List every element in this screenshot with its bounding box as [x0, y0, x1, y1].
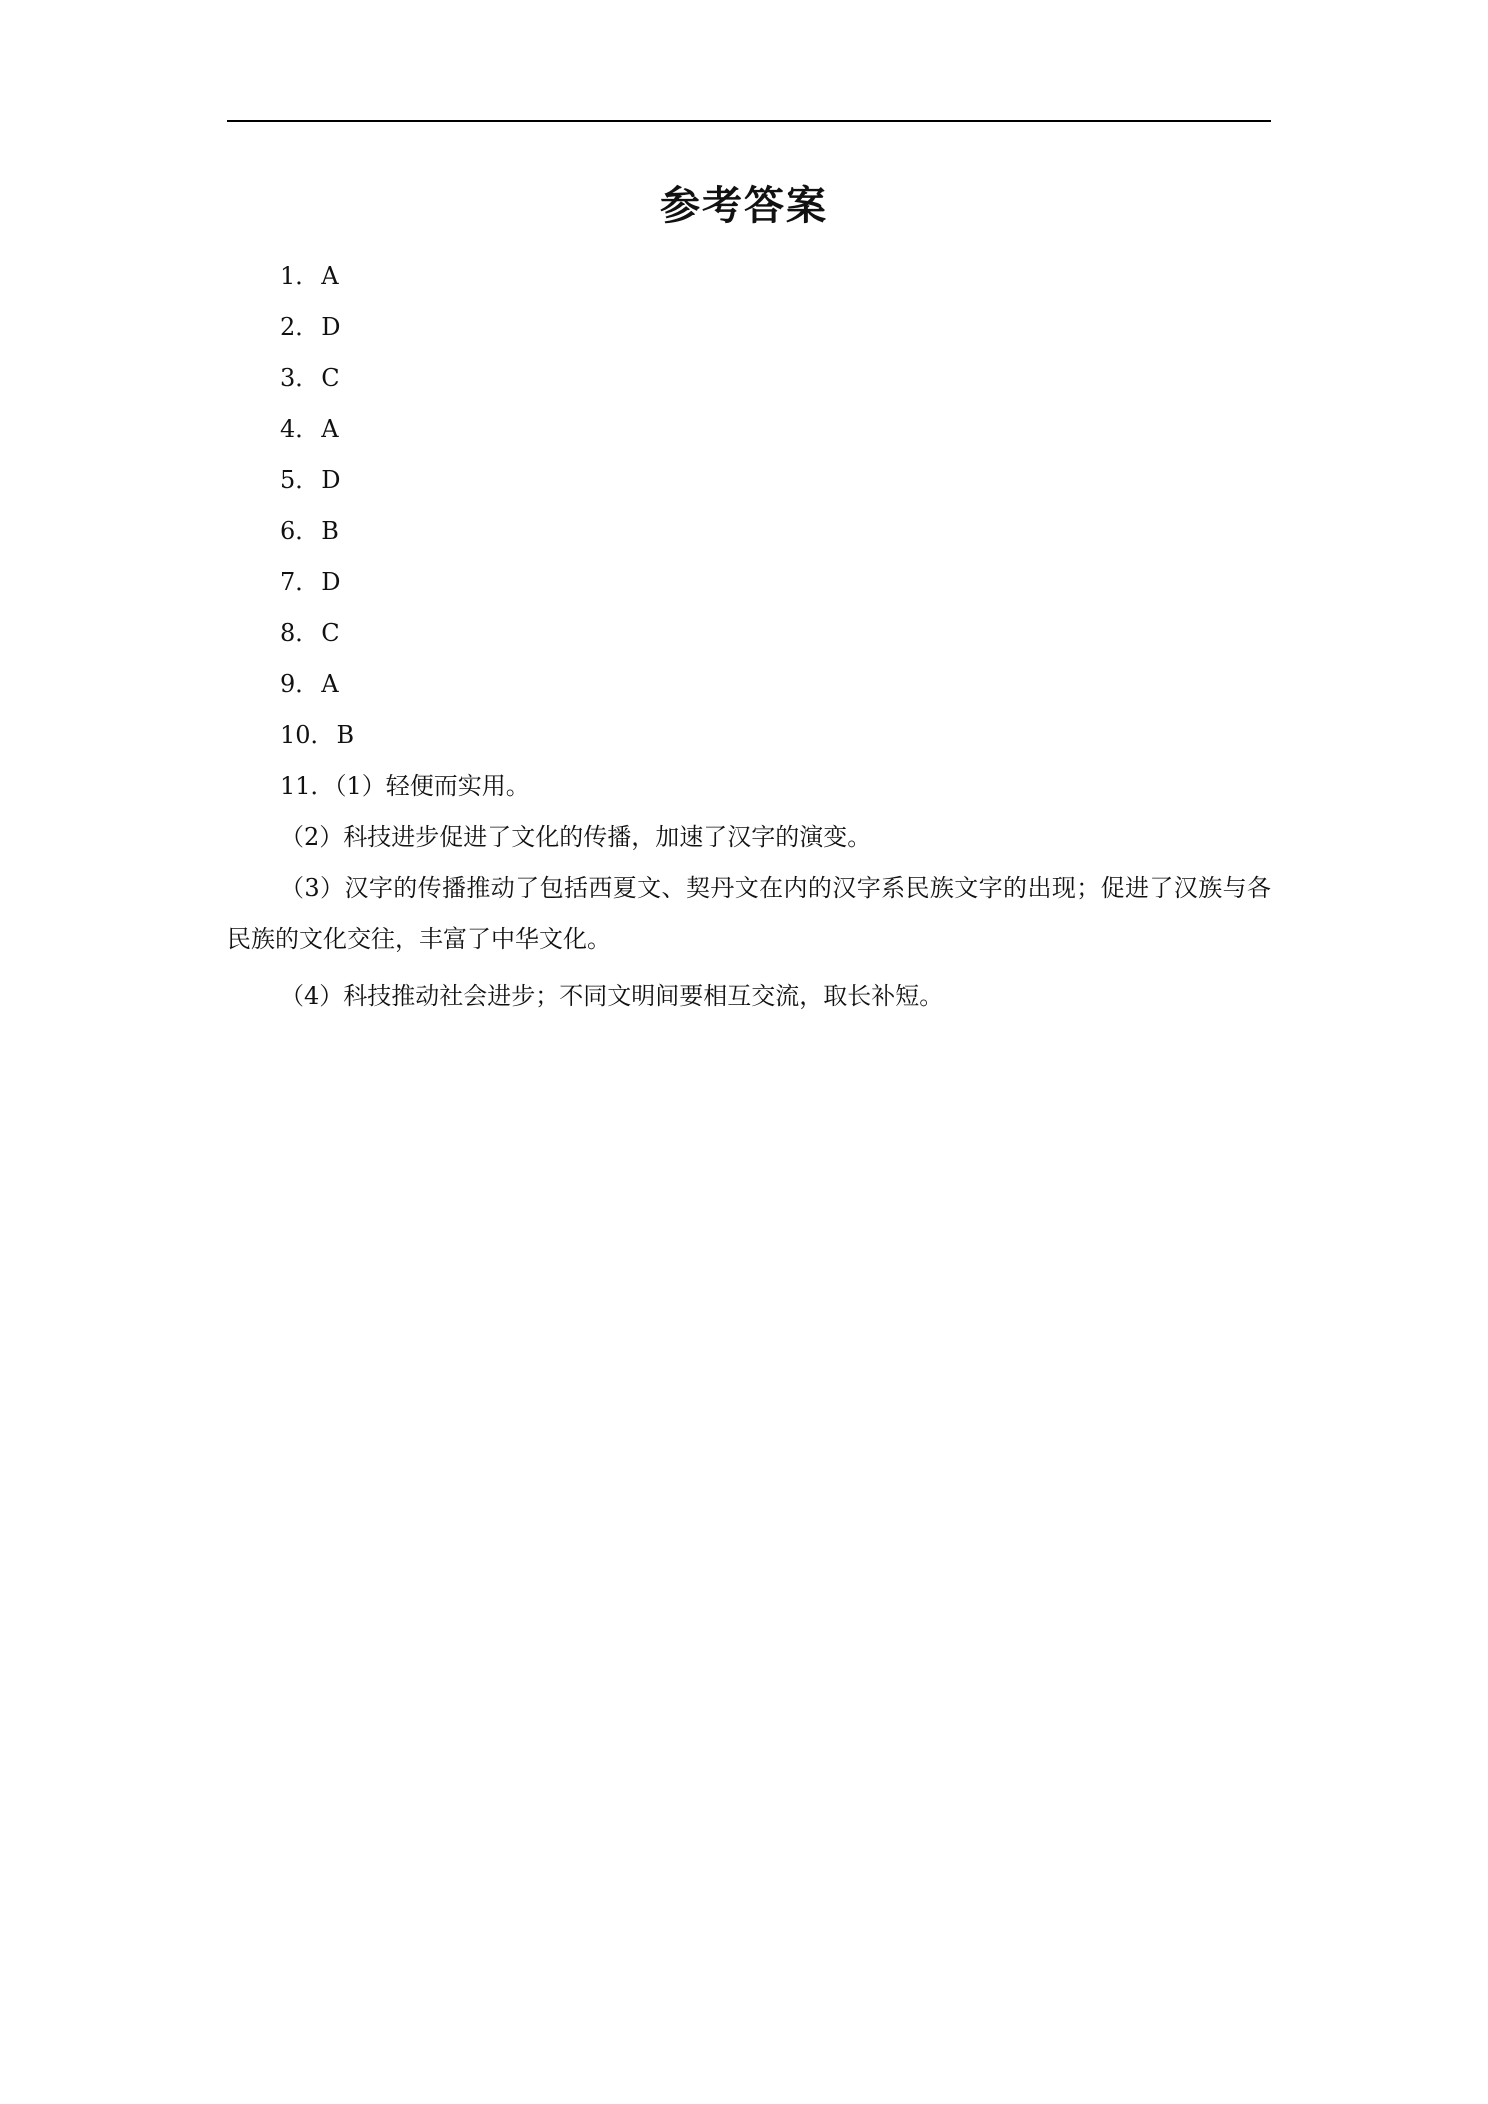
answer-value: D [321, 568, 341, 596]
answer-item [280, 358, 1280, 409]
answer-value: A [321, 670, 339, 698]
answer-number: 2． [280, 313, 320, 341]
answer-number: 5． [280, 466, 320, 494]
answer-value: C [321, 619, 340, 647]
answer-item [280, 256, 1280, 307]
answer-number: 1． [280, 262, 320, 290]
answer-item [280, 562, 1280, 613]
answer-value: C [321, 364, 340, 392]
header-rule [227, 120, 1271, 122]
answer-value: B [336, 721, 355, 749]
answer-item [280, 307, 1280, 358]
q11-part-2: （2）科技进步促进了文化的传播，加速了汉字的演变。 [280, 823, 872, 851]
answer-item [280, 409, 1280, 460]
answer-number: 10． [280, 721, 335, 749]
answer-number: 3． [280, 364, 320, 392]
answer-item [280, 613, 1280, 664]
q11-part-4: （4）科技推动社会进步；不同文明间要相互交流，取长补短。 [280, 982, 944, 1010]
answer-number: 7． [280, 568, 320, 596]
answer-item [280, 460, 1280, 511]
answer-value: A [321, 415, 339, 443]
answer-item [280, 511, 1280, 562]
answer-value: A [321, 262, 339, 290]
answer-number: 8． [280, 619, 320, 647]
answer-value: B [321, 517, 339, 545]
answer-item [280, 715, 1280, 766]
page-title: 参考答案 [660, 183, 828, 229]
answer-value: D [321, 466, 341, 494]
answer-number: 4． [280, 415, 320, 443]
answer-number: 6． [280, 517, 320, 545]
answer-list [280, 256, 1280, 766]
question-11-answer [227, 766, 1271, 1027]
q11-part-1: 11．（1）轻便而实用。 [280, 772, 530, 800]
answer-value: D [321, 313, 341, 341]
answer-item [280, 664, 1280, 715]
answer-number: 9． [280, 670, 320, 698]
q11-part-3: （3）汉字的传播推动了包括西夏文、契丹文在内的汉字系民族文字的出现；促进了汉族与各民族的文化交往，丰富了中华文化。 [227, 874, 1271, 953]
